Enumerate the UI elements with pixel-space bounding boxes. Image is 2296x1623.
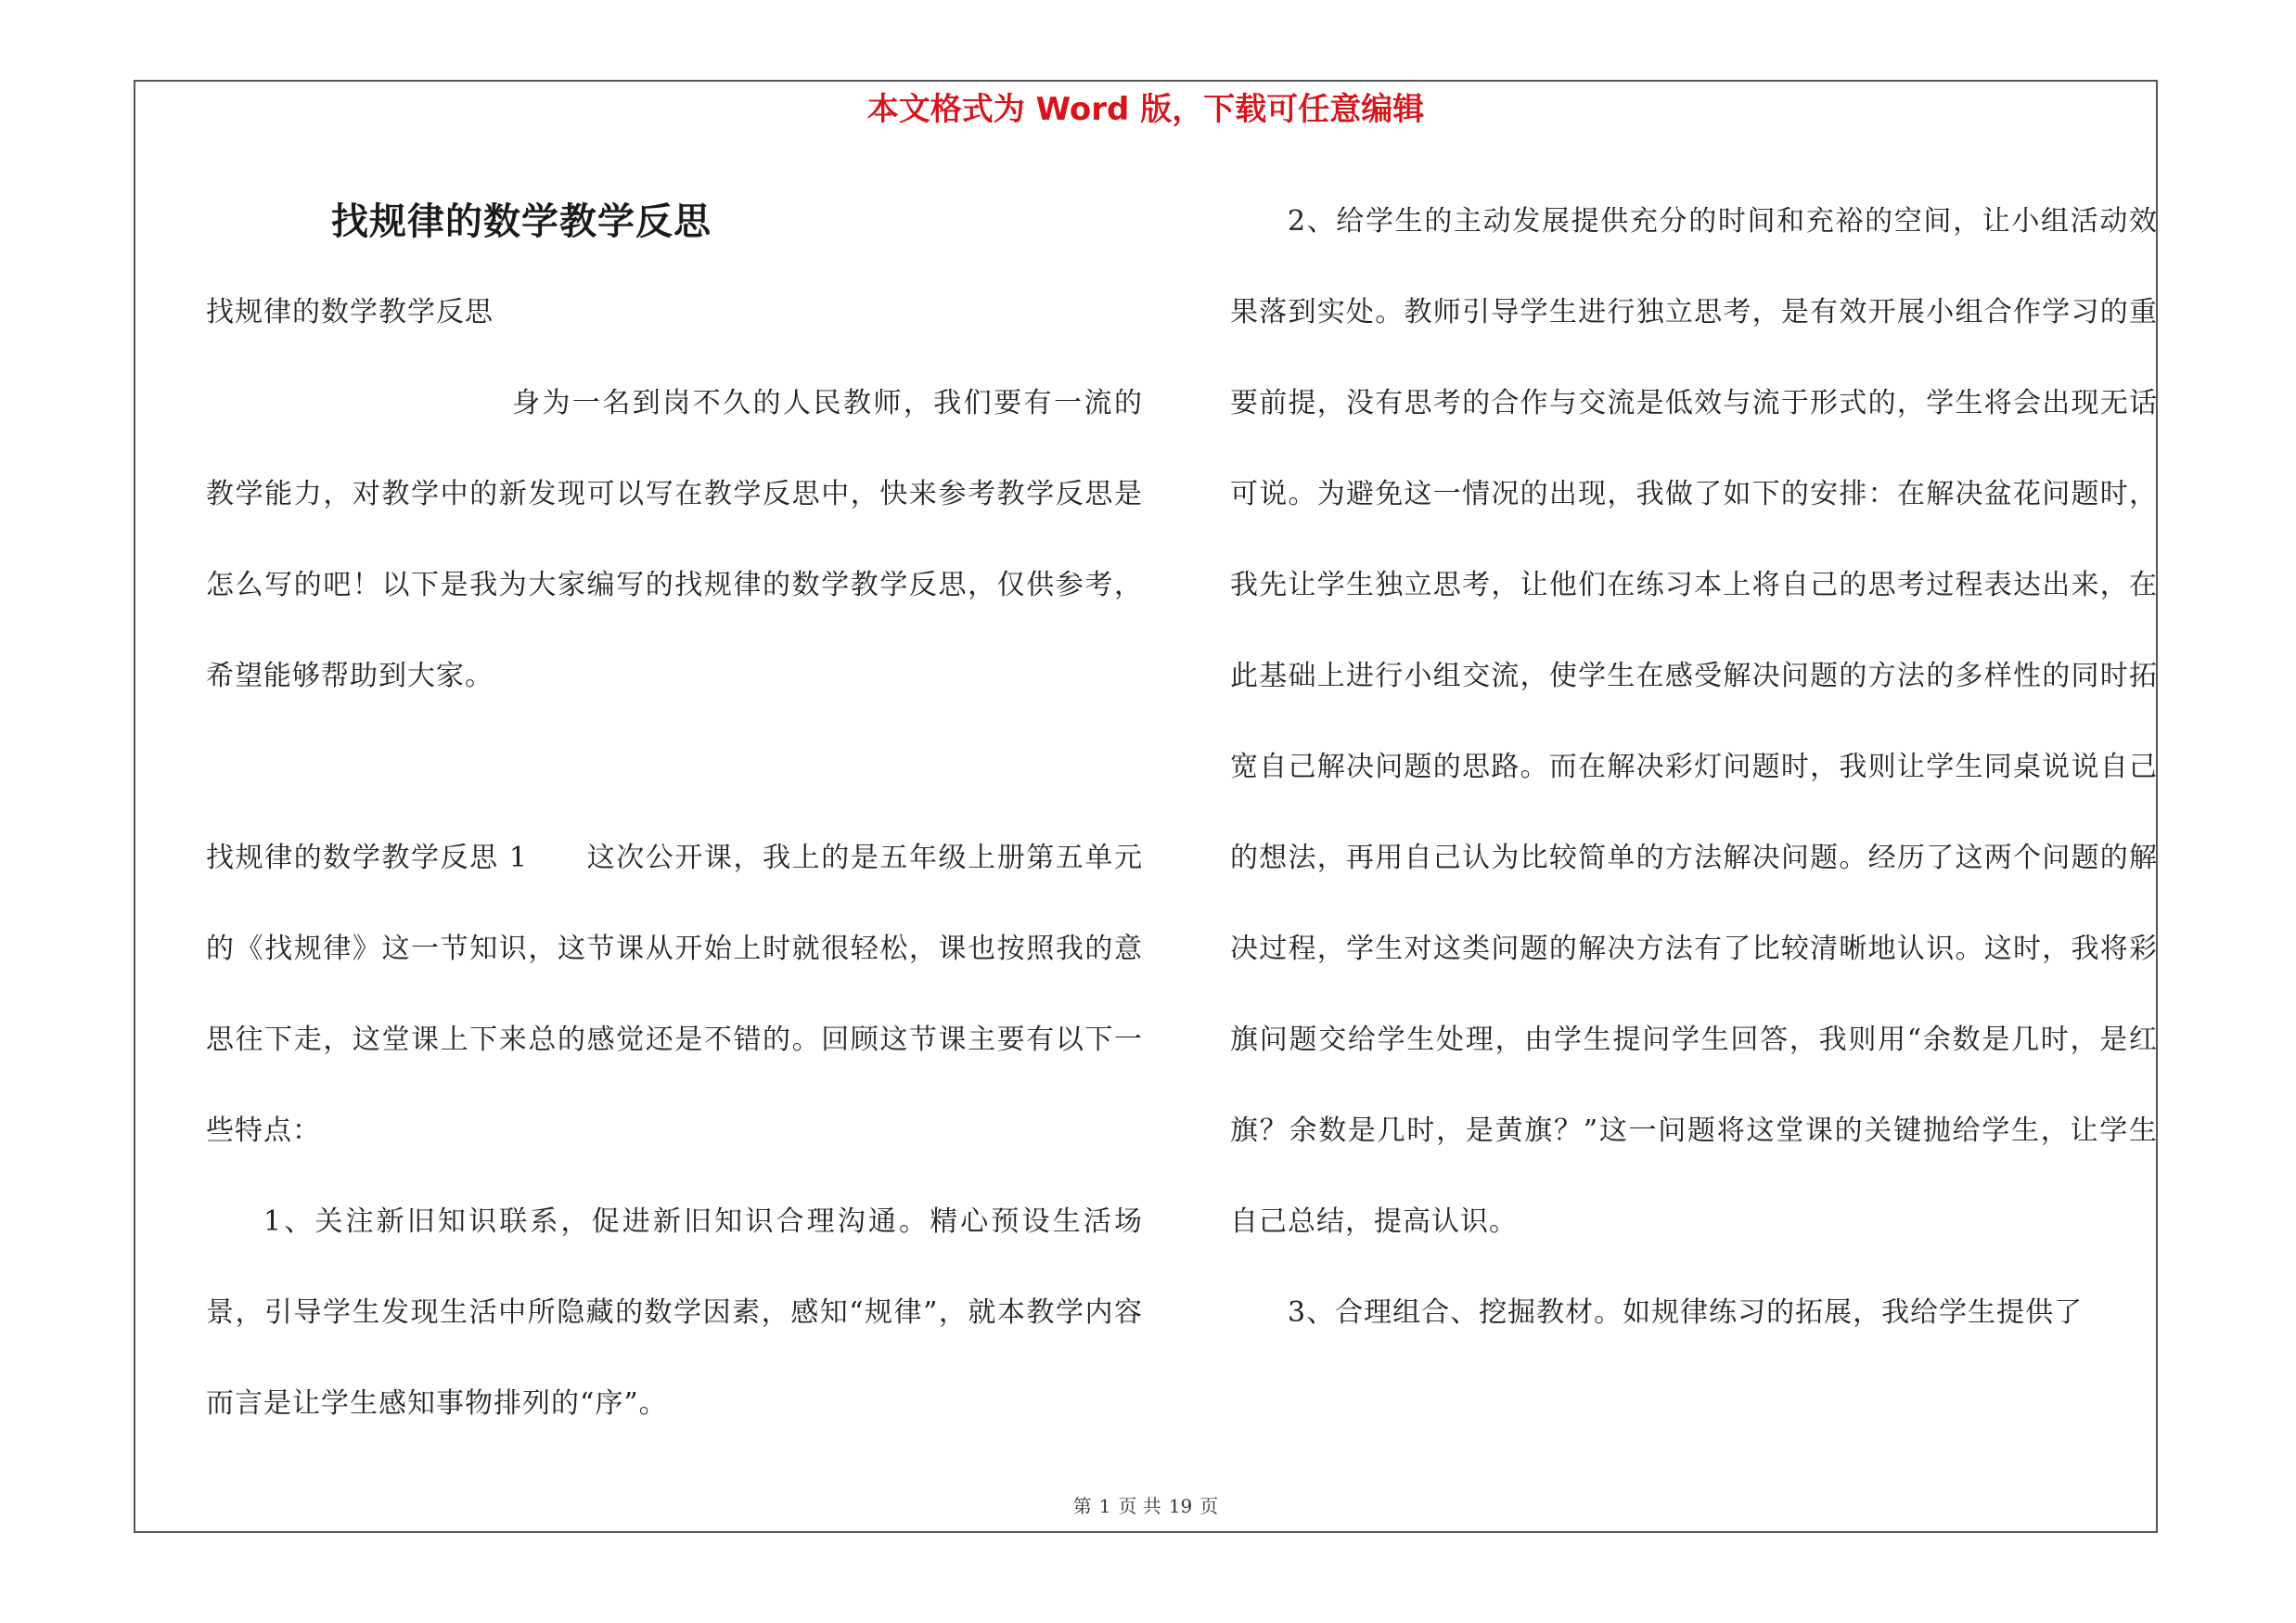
footer-suffix: 页 [1199, 1495, 1219, 1517]
point-1-paragraph: 1、关注新旧知识联系，促进新旧知识合理沟通。精心预设生活场景，引导学生发现生活中所隐藏的数学因素，感知“规律”，就本教学内容而言是让学生感知事物排列的“序”。 [206, 1205, 1143, 1420]
footer-prefix: 第 [1072, 1495, 1092, 1517]
page-footer [134, 1492, 2158, 1520]
right-column [1230, 176, 2158, 1359]
left-column [206, 176, 1143, 1449]
paragraph-gap [206, 722, 1143, 813]
intro-paragraph: 身为一名到岗不久的人民教师，我们要有一流的教学能力，对教学中的新发现可以写在教学反思中，快来参考教学反思是怎么写的吧！以下是我为大家编写的找规律的数学教学反思，仅供参考，希望能够帮助到大家。 [206, 387, 1143, 692]
point-2-paragraph: 2、给学生的主动发展提供充分的时间和充裕的空间，让小组活动效果落到实处。教师引导学生进行独立思考，是有效开展小组合作学习的重要前提，没有思考的合作与交流是低效与流于形式的，学生将会出现无话可说。为避免这一情况的出现，我做了如下的安排：在解决盆花问题时，我先让学生独立思考，让他们在练习本上将自己的思考过程表达出来，在此基础上进行小组交流，使学生在感受解决问题的方法的多样性的同时拓宽自己解决问题的思路。而在解决彩灯问题时，我则让学生同桌说说自己的想法，再用自己认为比较简单的方法解决问题。经历了这两个问题的解决过程，学生对这类问题的解决方法有了比较清晰地认识。这时，我将彩旗问题交给学生处理，由学生提问学生回答，我则用“余数是几时，是红旗？余数是几时，是黄旗？”这一问题将这堂课的关键抛给学生，让学生自己总结，提高认识。 [1230, 205, 2158, 1238]
subtitle-paragraph: 找规律的数学教学反思 [206, 296, 494, 328]
footer-total-pages: 19 [1168, 1495, 1193, 1517]
footer-middle: 页 共 [1118, 1495, 1161, 1517]
reflection-1-paragraph: 找规律的数学教学反思 1 这次公开课，我上的是五年级上册第五单元的《找规律》这一节知识，这节课从开始上时就很轻松，课也按照我的意思往下走，这堂课上下来总的感觉还是不错的。回顾这节课主要有以下一些特点： [206, 842, 1143, 1147]
document-title: 找规律的数学教学反思 [331, 200, 712, 243]
point-3-paragraph: 3、合理组合、挖掘教材。如规律练习的拓展，我给学生提供了 [1288, 1296, 2084, 1329]
footer-page-number: 1 [1098, 1495, 1111, 1517]
format-banner: 本文格式为 Word 版，下载可任意编辑 [866, 91, 1425, 128]
